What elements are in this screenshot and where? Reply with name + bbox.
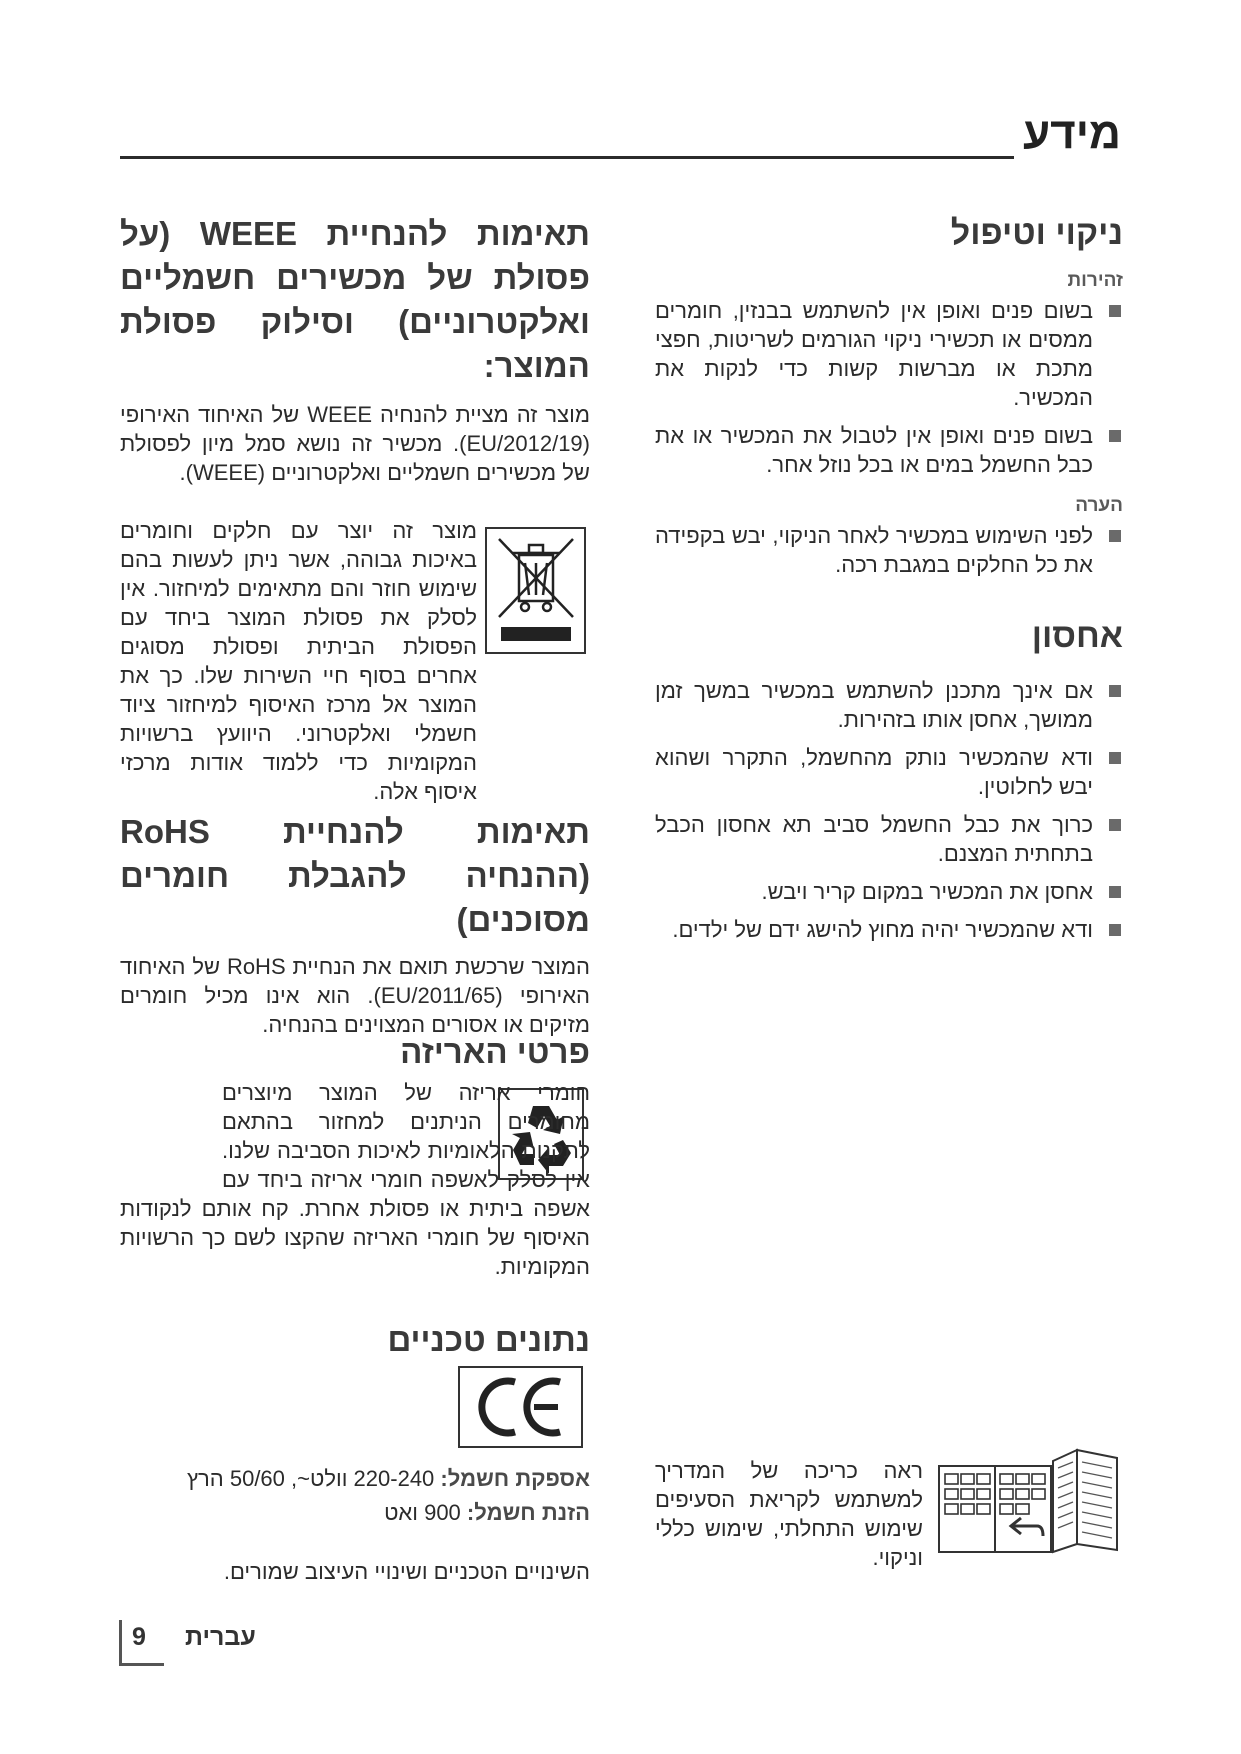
rohs-section [120,810,590,1039]
weee-paragraph-1: מוצר זה מציית להנחיה WEEE של האיחוד האירופי (EU/2012/19). מכשיר זה נושא סמל מיון לפסולת של מכשירים חשמליים ואלקטרוניים (WEEE). [120,402,590,485]
storage-item: כרוך את כבל החשמל סביב תא אחסון הכבל בתחתית המצנם. [655,810,1123,868]
footer-bracket-vertical [119,1620,122,1665]
tech-heading: נתונים טכניים [387,1321,590,1358]
storage-item: ודא שהמכשיר יהיה מחוץ להישג ידם של ילדים. [655,915,1123,944]
power-supply-row [120,1464,590,1493]
packaging-heading: פרטי האריזה [400,1033,590,1070]
power-supply-label: אספקת חשמל: [440,1466,590,1491]
weee-section [120,212,590,487]
packaging-section [120,1030,590,1074]
rohs-heading: תאימות להנחיית RoHS (ההנחיה להגבלת חומרים מסוכנים) [120,813,590,938]
note-item: לפני השימוש במכשיר לאחר הניקוי, יבש בקפידה את כל החלקים במגבת רכה. [655,521,1123,579]
float-spacer [120,1078,222,1188]
power-input-row [120,1498,590,1527]
tech-note: השינויים הטכניים ושינויי העיצוב שמורים. [223,1559,590,1584]
weee-paragraph-2: מוצר זה יוצר עם חלקים וחומרים באיכות גבוהה, אשר ניתן לעשות בהם שימוש חוזר והם מתאימים למיחזור. אין לסלק את פסולת המוצר ביחד עם הפסולת הביתית ופסולת מסוגים אחרים בסוף חיי השירות שלו. כך את המוצר אל מרכז האיסוף למיחזור ציוד חשמלי ואלקטרוני. היוועץ ברשויות המקומיות כדי ללמוד אודות מרכזי איסוף אלה. [120,518,477,804]
storage-heading: אחסון [1031,617,1123,655]
crossed-bin-icon [485,527,586,654]
cleaning-section [655,212,1123,579]
rohs-paragraph: המוצר שרכשת תואם את הנחיית RoHS של האיחוד האירופי (EU/2011/65). הוא אינו מכיל חומרים מזיקים או אסורים המצוינים בהנחיה. [120,954,591,1037]
packaging-text-wrap [120,1078,590,1281]
power-input-label: הזנת חשמל: [466,1500,590,1525]
power-supply-value: 220-240 וולט~, 50/60 הרץ [186,1466,435,1491]
warning-item: בשום פנים ואופן אין לטבול את המכשיר או את כבל החשמל במים או בכל נוזל אחר. [655,421,1123,479]
weee-heading: תאימות להנחיית WEEE (על פסולת של מכשירים חשמליים ואלקטרוניים) וסילוק פסולת המוצר: [120,215,590,384]
tech-section [120,1318,590,1362]
header-divider [120,156,1014,159]
manual-book-icon [937,1446,1122,1556]
guide-text: ראה כריכה של המדריך למשתמש לקריאת הסעיפים שימוש התחלתי, שימוש כללי וניקוי. [655,1458,923,1570]
weee-paragraph-2-wrap [120,516,477,804]
ce-mark-icon [458,1366,583,1448]
warning-label: זהירות [1067,269,1123,291]
page-number: 9 [132,1623,146,1651]
packaging-paragraph: חומרי אריזה של המוצר מיוצרים מחומרים הניתנים למחזור בהתאם לתקנות הלאומיות לאיכות הסביבה שלנו. אין לסלק לאשפה חומרי אריזה ביחד עם אשפה ביתית או פסולת אחרת. קח אותם לנקודות האיסוף של חומרי האריזה שהקצו לשם כך הרשויות המקומיות. [120,1080,590,1279]
storage-item: אם אינך מתכנן להשתמש במכשיר במשך זמן ממושך, אחסן אותו בזהירות. [655,676,1123,734]
footer-language: עברית [185,1623,256,1651]
warning-item: בשום פנים ואופן אין להשתמש בבנזין, חומרים ממסים או תכשירי ניקוי הגורמים לשריטות, חפצי מתכת או מברשות קשות כדי לנקות את המכשיר. [655,296,1123,412]
storage-section [655,615,1123,944]
cleaning-heading: ניקוי וטיפול [950,214,1123,252]
storage-item: ודא שהמכשיר נותק מהחשמל, התקרר ושהוא יבש לחלוטין. [655,743,1123,801]
note-label: הערה [1075,494,1123,516]
storage-item: אחסן את המכשיר במקום קריר ויבש. [655,877,1123,906]
page-title: מידע [1022,109,1121,158]
footer-bracket-horizontal [119,1663,164,1666]
power-input-value: 900 ואט [384,1500,461,1525]
